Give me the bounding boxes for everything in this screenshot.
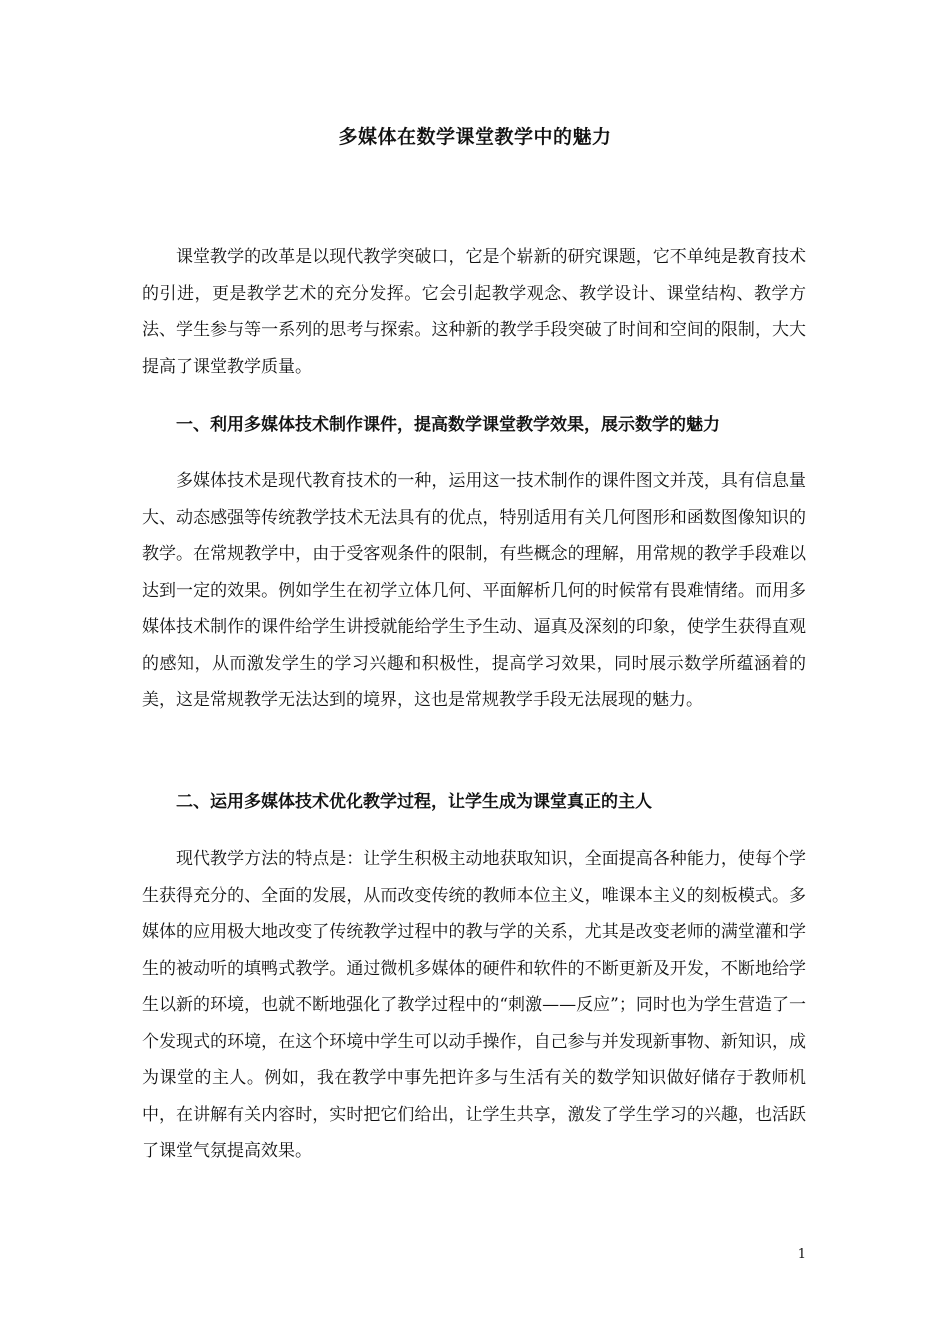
intro-paragraph: 课堂教学的改革是以现代教学突破口，它是个崭新的研究课题，它不单纯是教育技术的引进，更是教学艺术的充分发挥。它会引起教学观念、教学设计、课堂结构、教学方法、学生参与等一系列的思考与探索。这种新的教学手段突破了时间和空间的限制，大大提高了课堂教学质量。 (142, 247, 806, 377)
section-1-paragraph: 多媒体技术是现代教育技术的一种，运用这一技术制作的课件图文并茂，具有信息量大、动态感强等传统教学技术无法具有的优点，特别适用有关几何图形和函数图像知识的教学。在常规教学中，由于受客观条件的限制，有些概念的理解，用常规的教学手段难以达到一定的效果。例如学生在初学立体几何、平面解析几何的时候常有畏难情绪。而用多媒体技术制作的课件给学生讲授就能给学生予生动、逼真及深刻的印象，使学生获得直观的感知，从而激发学生的学习兴趣和积极性，提高学习效果，同时展示数学所蕴涵着的美，这是常规教学无法达到的境界，这也是常规教学手段无法展现的魅力。 (142, 471, 806, 710)
section-1-heading: 一、利用多媒体技术制作课件，提高数学课堂教学效果，展示数学的魅力 (176, 415, 720, 435)
section-2-heading: 二、运用多媒体技术优化教学过程，让学生成为课堂真正的主人 (176, 792, 652, 812)
section-2-paragraph: 现代教学方法的特点是：让学生积极主动地获取知识，全面提高各种能力，使每个学生获得充分的、全面的发展，从而改变传统的教师本位主义，唯课本主义的刻板模式。多媒体的应用极大地改变了传统教学过程中的教与学的关系，尤其是改变老师的满堂灌和学生的被动听的填鸭式教学。通过微机多媒体的硬件和软件的不断更新及开发，不断地给学生以新的环境，也就不断地强化了教学过程中的“刺激——反应”；同时也为学生营造了一个发现式的环境，在这个环境中学生可以动手操作，自己参与并发现新事物、新知识，成为课堂的主人。例如，我在教学中事先把许多与生活有关的数学知识做好储存于教师机中，在讲解有关内容时，实时把它们给出，让学生共享，激发了学生学习的兴趣，也活跃了课堂气氛提高效果。 (142, 849, 806, 1161)
page-number: 1 (797, 1247, 806, 1262)
document-title: 多媒体在数学课堂教学中的魅力 (338, 126, 612, 148)
